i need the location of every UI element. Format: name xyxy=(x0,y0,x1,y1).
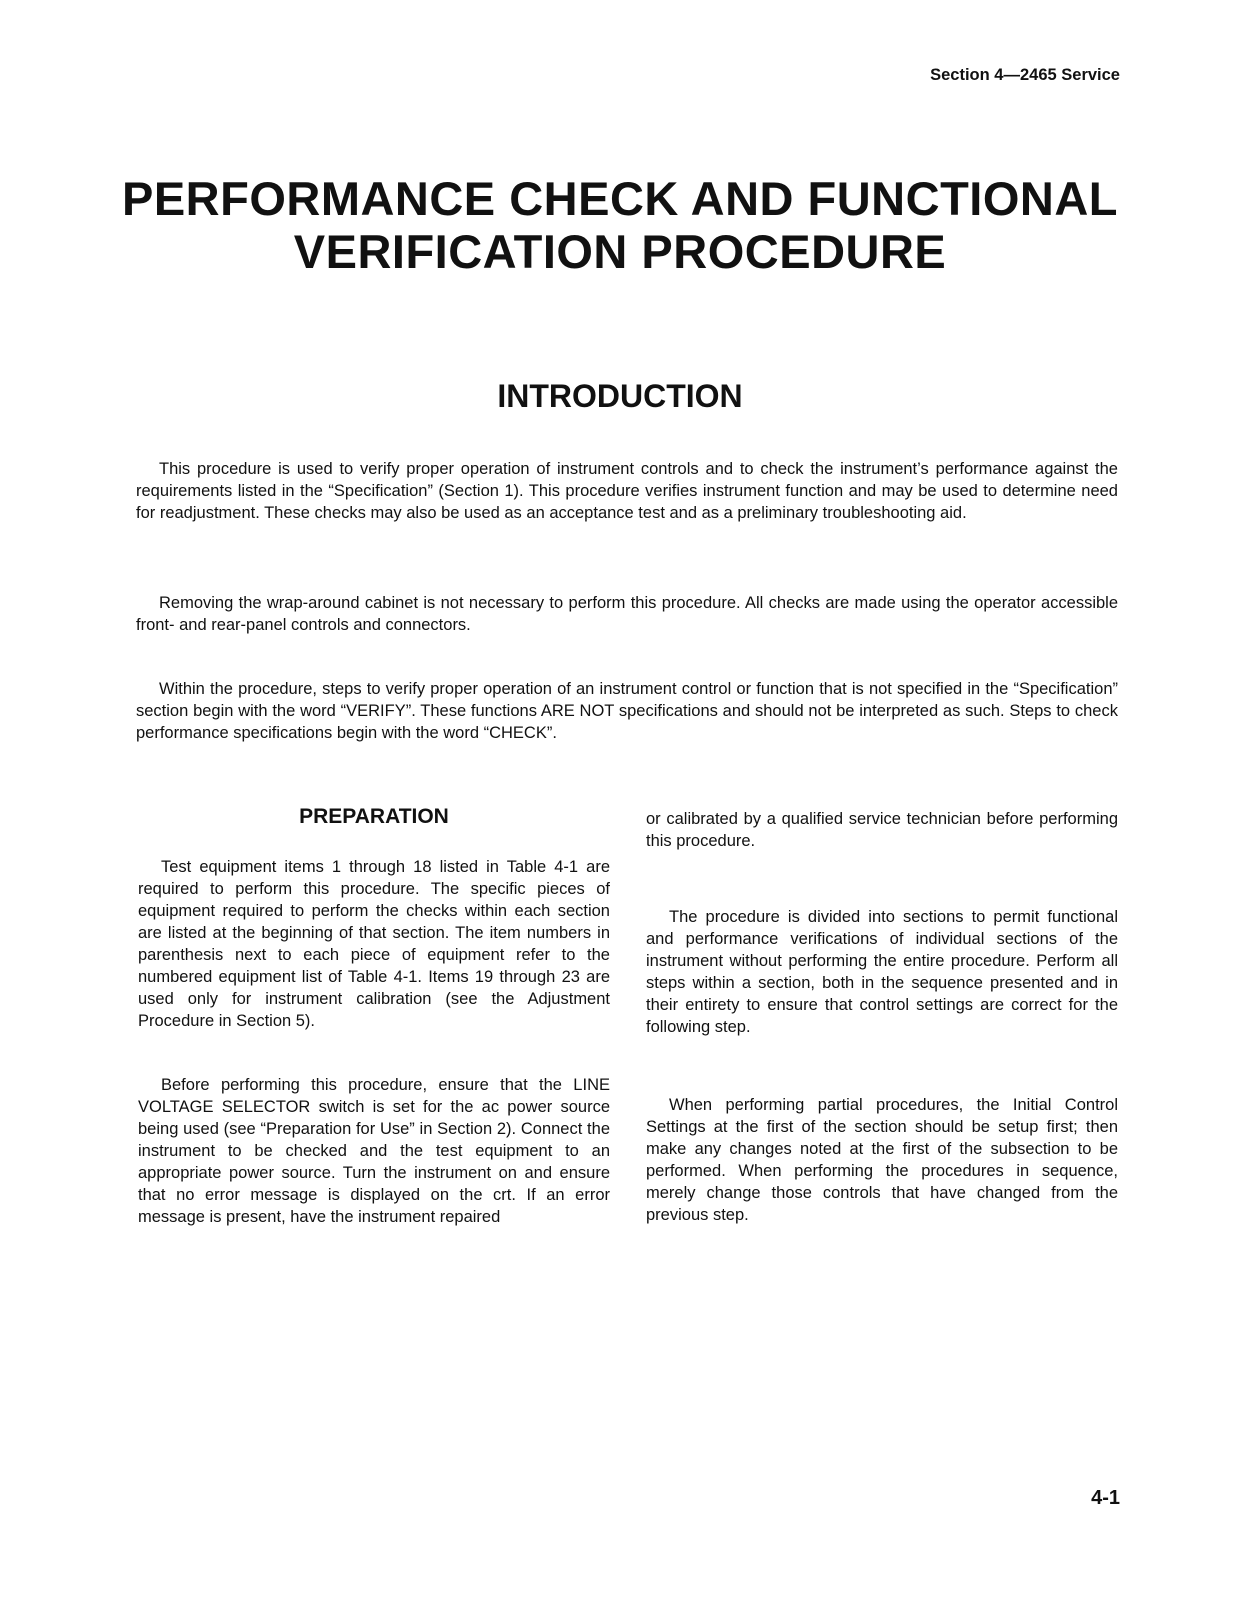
preparation-paragraph-2: Before performing this procedure, ensure that the LINE VOLTAGE SELECTOR switch is set for the ac power source being used (see “Preparation for Use” in Section 2). Connect the instrument to be checked and the test equipment to an appropriate power source. Turn the instrument on and ensure that no error message is displayed on the crt. If an error message is present, have the instrument repaired xyxy=(138,1076,610,1226)
preparation-paragraph-1: Test equipment items 1 through 18 listed in Table 4-1 are required to perform this procedure. The specific pieces of equipment required to perform the checks within each section are listed at the beginning of that section. The item numbers in parenthesis next to each piece of equipment refer to the numbered equipment list of Table 4-1. Items 19 through 23 are used only for instrument calibration (see the Adjustment Procedure in Section 5). xyxy=(138,858,610,1030)
page-number: 4-1 xyxy=(1091,1487,1120,1509)
page-title-line-1: PERFORMANCE CHECK AND FUNCTIONAL xyxy=(121,172,1118,225)
introduction-heading: INTRODUCTION xyxy=(497,378,743,414)
right-column xyxy=(646,808,1118,1248)
preparation-continuation: or calibrated by a qualified service technician before performing this procedure. xyxy=(646,810,1118,850)
left-column xyxy=(138,806,610,1246)
intro-paragraph-1: This procedure is used to verify proper operation of instrument controls and to check the instrument’s performance against the requirements listed in the “Specification” (Section 1). This procedure verifies instrument function and may be used to determine need for readjustment. These checks may also be used as an acceptance test and as a preliminary troubleshooting aid. xyxy=(136,460,1118,522)
preparation-paragraph-4: When performing partial procedures, the Initial Control Settings at the first of the section should be setup first; then make any changes noted at the first of the subsection to be performed. When performing the procedures in sequence, merely change those controls that have changed from the previous step. xyxy=(646,1096,1118,1224)
preparation-heading: PREPARATION xyxy=(299,805,449,828)
preparation-paragraph-3: The procedure is divided into sections to permit functional and performance verifications of individual sections of the instrument without performing the entire procedure. Perform all steps within a section, both in the sequence presented and in their entirety to ensure that control settings are correct for the following step. xyxy=(646,908,1118,1036)
page-title xyxy=(120,172,1120,278)
page-title-line-2: VERIFICATION PROCEDURE xyxy=(293,225,947,278)
intro-paragraph-2: Removing the wrap-around cabinet is not necessary to perform this procedure. All checks are made using the operator accessible front- and rear-panel controls and connectors. xyxy=(136,594,1118,634)
intro-paragraph-3: Within the procedure, steps to verify proper operation of an instrument control or function that is not specified in the “Specification” section begin with the word “VERIFY”. These functions ARE NOT specifications and should not be interpreted as such. Steps to check performance specifications begin with the word “CHECK”. xyxy=(136,680,1118,742)
section-header: Section 4—2465 Service xyxy=(930,66,1120,84)
